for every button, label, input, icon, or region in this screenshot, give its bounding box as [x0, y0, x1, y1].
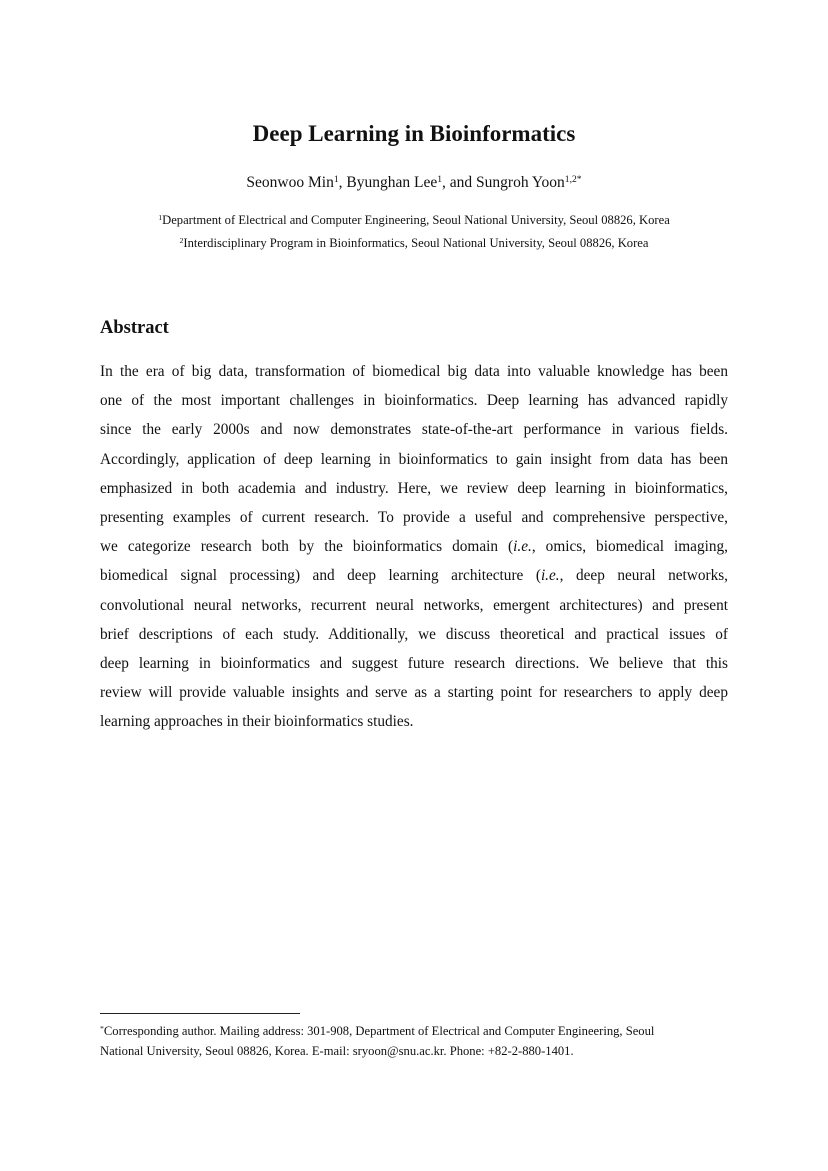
abstract-text: review will provide valuable insights and serve as a starting point for researchers to apply deep — [100, 684, 728, 702]
abstract-text: , omics, biomedical imaging, — [531, 538, 728, 556]
author-name: Byunghan Lee — [346, 174, 438, 191]
abstract-text: brief descriptions of each study. Additionally, we discuss theoretical and practical issues of — [100, 625, 728, 643]
abstract-line — [100, 591, 728, 620]
abstract-line — [100, 678, 728, 707]
author-list — [0, 170, 828, 196]
affiliation-text: Interdisciplinary Program in Bioinformatics, Seoul National University, Seoul 08826, Korea — [183, 236, 649, 250]
abstract-italic-text: i.e. — [513, 538, 532, 556]
author-separator: , — [338, 174, 347, 191]
abstract-line — [100, 532, 728, 561]
abstract-line — [100, 386, 728, 415]
abstract-text: learning approaches in their bioinformatics studies. — [100, 713, 414, 731]
corresponding-author-footnote — [100, 1022, 728, 1061]
author-name: Seonwoo Min — [246, 174, 334, 191]
abstract-text: convolutional neural networks, recurrent neural networks, emergent architectures) and present — [100, 596, 728, 614]
affiliation-number: 1 — [158, 212, 163, 222]
footnote-line: National University, Seoul 08826, Korea. E-mail: sryoon@snu.ac.kr. Phone: +82-2-880-1401. — [100, 1043, 574, 1058]
abstract-text: Accordingly, application of deep learning in bioinformatics to gain insight from data has been — [100, 450, 728, 468]
author-separator: , and — [442, 174, 477, 191]
abstract-line — [100, 415, 728, 444]
affiliation — [0, 232, 828, 255]
abstract-line — [100, 357, 728, 386]
author-name: Sungroh Yoon — [476, 174, 565, 191]
abstract-text: since the early 2000s and now demonstrates state-of-the-art performance in various fields. — [100, 421, 728, 439]
abstract-italic-text: i.e. — [540, 567, 560, 585]
affiliation-number: 2 — [179, 235, 184, 245]
abstract-text: emphasized in both academia and industry. Here, we review deep learning in bioinformatics, — [100, 479, 728, 497]
author-affiliation-mark: 1,2* — [564, 173, 582, 185]
abstract-body — [100, 357, 728, 736]
abstract-line — [100, 503, 728, 532]
affiliation-list — [0, 209, 828, 255]
footnote-line — [100, 1022, 728, 1042]
abstract-text: we categorize research both by the bioinformatics domain ( — [100, 538, 514, 556]
abstract-text: biomedical signal processing) and deep learning architecture ( — [100, 567, 541, 585]
abstract-line — [100, 474, 728, 503]
affiliation — [0, 209, 828, 232]
abstract-text: , deep neural networks, — [559, 567, 728, 585]
abstract-line — [100, 707, 728, 736]
abstract-text: one of the most important challenges in bioinformatics. Deep learning has advanced rapidly — [100, 392, 728, 410]
affiliation-text: Department of Electrical and Computer Engineering, Seoul National University, Seoul 08826, Korea — [162, 213, 670, 227]
footnote-text: Corresponding author. Mailing address: 301-908, Department of Electrical and Computer Engineering, Seoul — [103, 1024, 655, 1038]
abstract-line — [100, 620, 728, 649]
abstract-text: In the era of big data, transformation of biomedical big data into valuable knowledge has been — [100, 363, 728, 380]
abstract-line — [100, 649, 728, 678]
footnote-mark: * — [100, 1023, 104, 1033]
author-affiliation-mark: 1 — [437, 173, 443, 185]
abstract-text: deep learning in bioinformatics and suggest future research directions. We believe that this — [100, 654, 728, 672]
author-affiliation-mark: 1 — [333, 173, 339, 185]
abstract-text: presenting examples of current research. To provide a useful and comprehensive perspective, — [100, 508, 728, 526]
abstract-line — [100, 561, 728, 590]
paper-title: Deep Learning in Bioinformatics — [252, 121, 576, 146]
footnote-divider — [100, 1013, 300, 1014]
abstract-line — [100, 445, 728, 474]
abstract-heading: Abstract — [100, 318, 169, 338]
